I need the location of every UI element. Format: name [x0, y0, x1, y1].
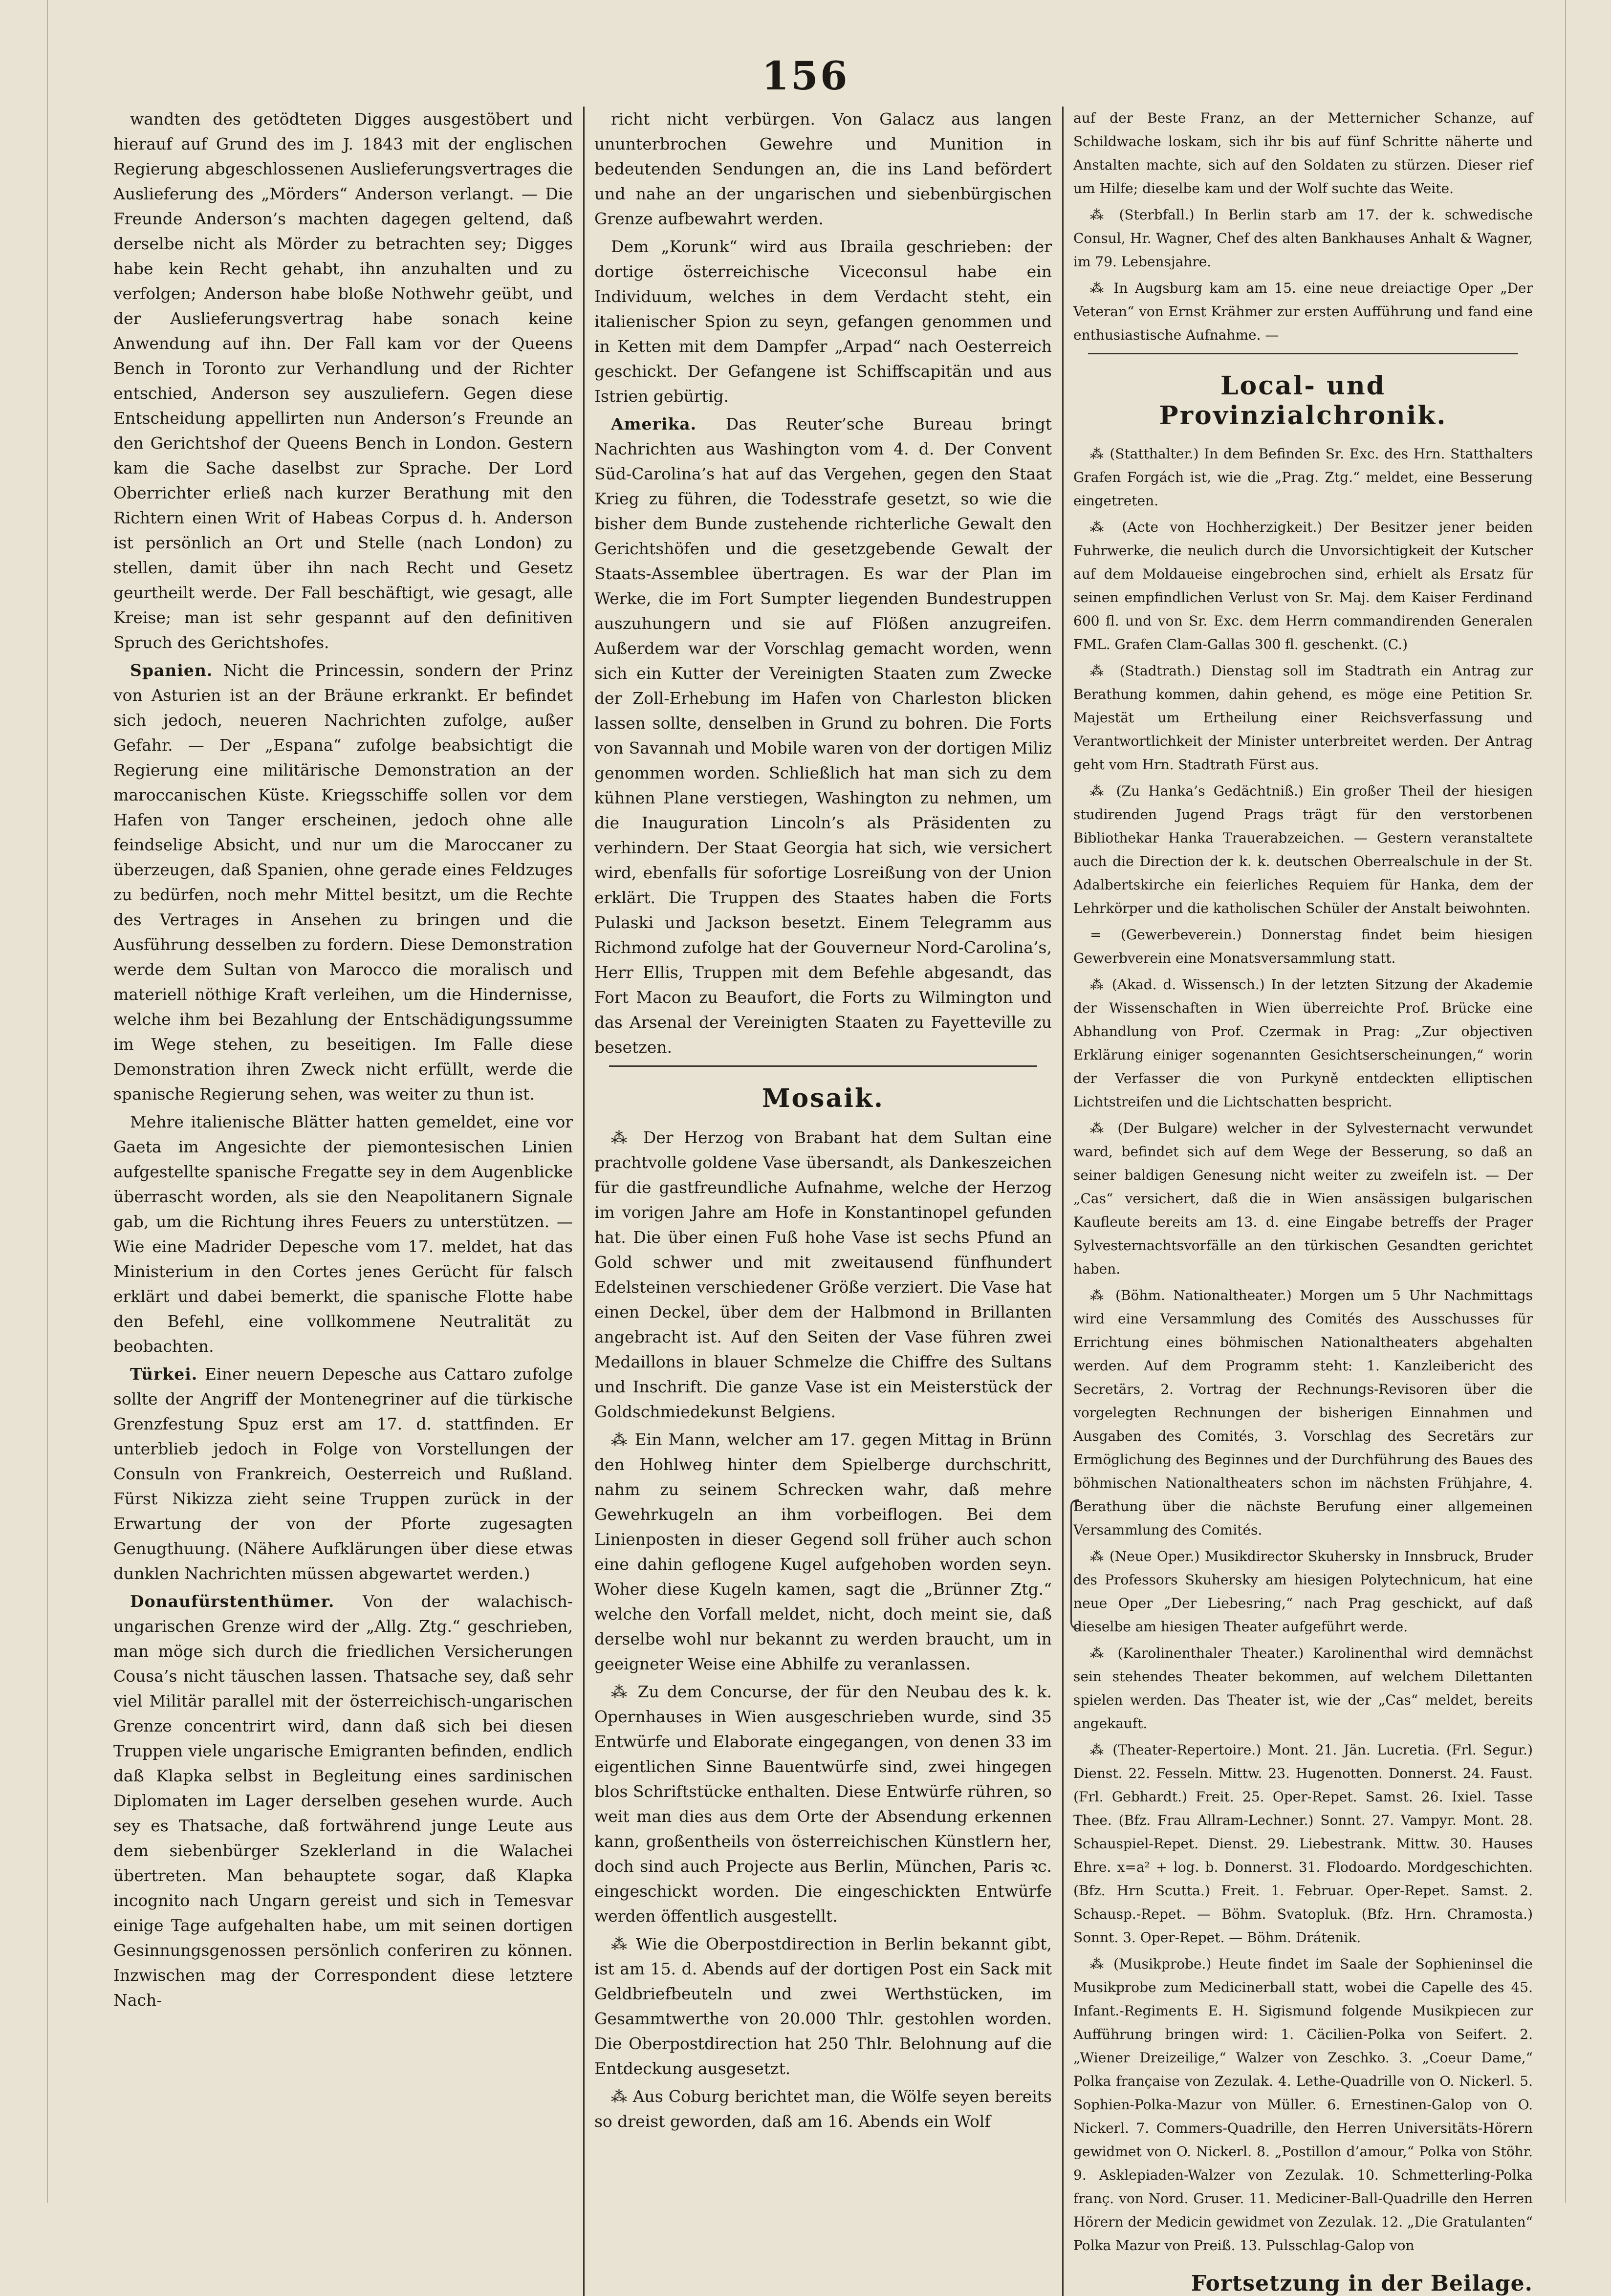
- paragraph-heading: Amerika.: [611, 414, 697, 433]
- section-rule: [609, 1065, 1037, 1067]
- paragraph: [1073, 1642, 1533, 1735]
- handwritten-bracket-mark: [1070, 1499, 1079, 1629]
- paragraph-text: richt nicht verbürgen. Von Galacz aus langen ununterbrochen Gewehre und Munition in bedeutenden Sendungen an, die ins Land befördert und nahe an der ungarischen und siebenbürgischen Grenze aufbewahrt werden.: [594, 109, 1052, 228]
- paragraph: [1073, 923, 1533, 970]
- paragraph: [594, 107, 1052, 231]
- paragraph-text: ⁂ Wie die Oberpostdirection in Berlin bekannt gibt, ist am 15. d. Abends auf der dortigen Post ein Sack mit Geldbriefbeuteln und zwei Werthstücken, im Gesammtwerthe von 20.000 Thlr. gestohlen worden. Die Oberpostdirection hat 250 Thlr. Belohnung auf die Entdeckung ausgesetzt.: [594, 1934, 1052, 2078]
- page-left-edge: [47, 0, 48, 2203]
- paragraph: [1073, 442, 1533, 513]
- paragraph-text: Einer neuern Depesche aus Cattaro zufolge sollte der Angriff der Montenegriner auf die türkische Grenzfestung Spuz erst am 17. d. stattfinden. Er unterblieb jedoch in Folge von Vorstellungen der Consuln von Frankreich, Oesterreich und Rußland. Fürst Nikizza zieht seine Truppen zurück in der Erwartung der von der Pforte zugesagten Genugthuung. (Nähere Aufklärungen über diese etwas dunklen Nachrichten müssen abgewartet werden.): [113, 1365, 573, 1583]
- paragraph: [1073, 1284, 1533, 1542]
- paragraph-text: ⁂ (Musikprobe.) Heute findet im Saale der Sophieninsel die Musikprobe zum Medicinerball statt, wobei die Capelle des 45. Infant.-Regiments E. H. Sigismund folgende Musikpiecen zur Aufführung bringen wird: 1. Cäcilien-Polka von Seifert. 2. „Wiener Dreizeilige,“ Walzer von Zeschko. 3. „Coeur Dame,“ Polka française von Zezulak. 4. Lethe-Quadrille von O. Nickerl. 5. Sophien-Polka-Mazur von Müller. 6. Ernestinen-Galop von O. Nickerl. 7. Commers-Quadrille, den Herren Universitäts-Hörern gewidmet von O. Nickerl. 8. „Postillon d’amour,“ Polka von Stöhr. 9. Asklepiaden-Walzer von Zezulak. 10. Schmetterling-Polka franç. von Nord. Gruser. 11. Mediciner-Ball-Quadrille den Herren Hörern der Medicin gewidmet von Zezulak. 12. „Die Gratulanten“ Polka Mazur von Preiß. 13. Pulsschlag-Galop von: [1073, 1956, 1533, 2253]
- paragraph: [1073, 203, 1533, 274]
- paragraph-text: wandten des getödteten Digges ausgestöbert und hierauf auf Grund des im J. 1843 mit der englischen Regierung abgeschlossenen Auslieferungsvertrages die Auslieferung des „Mörders“ Anderson verlangt. — Die Freunde Anderson’s machten dagegen geltend, daß derselbe nicht als Mörder zu betrachten sey; Digges habe kein Recht gehabt, ihn anzuhalten und zu verfolgen; Anderson habe bloße Nothwehr geübt, und der Auslieferungsvertrag habe sonach keine Anwendung auf ihn. Der Fall kam vor der Queens Bench in Toronto zur Verhandlung und der Richter entschied, Anderson sey auszuliefern. Gegen diese Entscheidung appellirten nun Anderson’s Freunde an den Gerichtshof der Queens Bench in London. Gestern kam die Sache daselbst zur Sprache. Der Lord Oberrichter erließ nach kurzer Berathung mit den Richtern einen Writ of Habeas Corpus d. h. Anderson ist persönlich an Ort und Stelle (nach London) zu stellen, damit über ihn nach Recht und Gesetz geurtheilt werde. Der Fall beschäftigt, wie gesagt, alle Kreise; man ist sehr gespannt auf den definitiven Spruch des Gerichtshofes.: [113, 109, 573, 652]
- paragraph-text: ⁂ (Acte von Hochherzigkeit.) Der Besitzer jener beiden Fuhrwerke, die neulich durch die Unvorsichtigkeit der Kutscher auf dem Moldaueise eingebrochen sind, erhielt als Ersatz für seinen empfindlichen Verlust von Sr. Maj. dem Kaiser Ferdinand 600 fl. und von Sr. Exc. dem Herrn commandirenden Generalen FML. Grafen Clam-Gallas 300 fl. geschenkt. (C.): [1073, 519, 1533, 652]
- paragraph-heading: Türkei.: [130, 1365, 198, 1384]
- paragraph-text: ⁂ (Böhm. Nationaltheater.) Morgen um 5 Uhr Nachmittags wird eine Versammlung des Comités des Ausschusses für Errichtung eines böhmischen Nationaltheaters abgehalten werden. Auf dem Programm steht: 1. Kanzleibericht des Secretärs, 2. Vortrag der Rechnungs-Revisoren über die vorgelegten Rechnungen der bisherigen Einnahmen und Ausgaben des Comités, 3. Vorschlag des Secretärs zur Ermöglichung des Beginnes und der Durchführung des Baues des böhmischen Nationaltheaters schon im nächsten Frühjahre, 4. Berathung über die nächste Berufung einer allgemeinen Versammlung des Comités.: [1073, 1287, 1533, 1538]
- column-right: [1065, 107, 1542, 2296]
- paragraph: [113, 658, 573, 1106]
- paragraph: [113, 1362, 573, 1586]
- paragraph: [594, 234, 1052, 409]
- paragraph-text: ⁂ (Sterbfall.) In Berlin starb am 17. der k. schwedische Consul, Hr. Wagner, Chef des alten Bankhauses Anhalt & Wagner, im 79. Lebensjahre.: [1073, 207, 1533, 270]
- paragraph-text: ⁂ (Theater-Repertoire.) Mont. 21. Jän. Lucretia. (Frl. Segur.) Dienst. 22. Fesseln. Mittw. 23. Hugenotten. Donnerst. 24. Faust. (Frl. Gebhardt.) Freit. 25. Oper-Repet. Samst. 26. Ixiel. Tasse Thee. (Bfz. Frau Allram-Lechner.) Sonnt. 27. Vampyr. Mont. 28. Schauspiel-Repet. Dienst. 29. Liebestrank. Mittw. 30. Hauses Ehre. x=a² + log. b. Donnerst. 31. Flodoardo. Mordgeschichten. (Bfz. Hrn Scutta.) Freit. 1. Februar. Oper-Repet. Samst. 2. Schausp.-Repet. — Böhm. Svatopluk. (Bfz. Hrn. Chramosta.) Sonnt. 3. Oper-Repet. — Böhm. Drátenik.: [1073, 1742, 1533, 1946]
- paragraph: [594, 1125, 1052, 1424]
- paragraph-heading: Spanien.: [130, 661, 213, 680]
- paragraph-text: Dem „Korunk“ wird aus Ibraila geschrieben: der dortige österreichische Viceconsul habe ein Individuum, welches in dem Verdacht steht, ein italienischer Spion zu seyn, gefangen genommen und in Ketten mit dem Dampfer „Arpad“ nach Oesterreich geschickt. Der Gefangene ist Schiffscapitän und aus Istrien gebürtig.: [594, 237, 1052, 406]
- section-rule: [1088, 353, 1518, 354]
- paragraph-text: auf der Beste Franz, an der Metternicher Schanze, auf Schildwache loskam, sich ihr bis auf fünf Schritte näherte und Anstalten machte, sich auf den Soldaten zu stürzen. Dieser rief um Hilfe; dieselbe kam und der Wolf suchte das Weite.: [1073, 110, 1533, 196]
- paragraph: [594, 1679, 1052, 1928]
- article-columns: [105, 107, 1542, 2296]
- paragraph-text: Von der walachisch-ungarischen Grenze wird der „Allg. Ztg.“ geschrieben, man möge sich durch die friedlichen Versicherungen Cousa’s nicht täuschen lassen. Thatsache sey, daß sehr viel Militär parallel mit der österreichisch-ungarischen Grenze concentrirt wird, dann daß sich bei diesen Truppen viele ungarische Emigranten befinden, endlich daß Klapka selbst in Begleitung eines sardinischen Diplomaten im Lager derselben gesehen wurde. Auch sey es Thatsache, daß fortwährend junge Leute aus dem siebenbürger Szeklerland in die Walachei übertreten. Man behauptete sogar, daß Klapka incognito nach Ungarn gereist und sich in Temesvar einige Tage aufgehalten habe, um mit seinen dortigen Gesinnungsgenossen persönlich conferiren zu können. Inzwischen mag der Correspondent diese letztere Nach-: [113, 1592, 573, 2010]
- paragraph: [1073, 1545, 1533, 1639]
- paragraph-text: ⁂ (Stadtrath.) Dienstag soll im Stadtrath ein Antrag zur Berathung kommen, dahin gehend, es möge eine Petition Sr. Majestät um Ertheilung einer Reichsverfassung und Verantwortlichkeit der Minister unterbreitet werden. Der Antrag geht vom Hrn. Stadtrath Fürst aus.: [1073, 663, 1533, 773]
- paragraph: [1073, 1738, 1533, 1949]
- column-left: [105, 107, 582, 2296]
- paragraph-text: ⁂ (Karolinenthaler Theater.) Karolinenthal wird demnächst sein stehendes Theater bekommen, auf welchem Dilettanten spielen werden. Das Theater ist, wie der „Cas“ meldet, bereits angekauft.: [1073, 1645, 1533, 1732]
- paragraph-text: Nicht die Princessin, sondern der Prinz von Asturien ist an der Bräune erkrankt. Er befindet sich jedoch, neueren Nachrichten zufolge, außer Gefahr. — Der „Espana“ zufolge beabsichtigt die Regierung eine militärische Demonstration an der maroccanischen Küste. Kriegsschiffe sollen vor dem Hafen von Tanger erscheinen, jedoch ohne alle feindselige Absicht, und nur um die Maroccaner zu überzeugen, daß Spanien, ohne gerade eines Feldzuges zu bedürfen, noch mehr Mittel besitzt, um die Rechte des Vertrages in Ansehen zu bringen und die Ausführung desselben zu fordern. Diese Demonstration werde dem Sultan von Marocco die moralisch und materiell nöthige Kraft verleihen, um die Hindernisse, welche ihm bei Bezahlung der Entschädigungssumme im Wege stehen, zu beseitigen. Im Falle diese Demonstration ihren Zweck nicht erfüllt, werde die spanische Regierung sehen, was weiter zu thun ist.: [113, 661, 573, 1104]
- paragraph: [1073, 516, 1533, 656]
- paragraph-text: = (Gewerbeverein.) Donnerstag findet beim hiesigen Gewerbverein eine Monatsversammlung statt.: [1073, 927, 1533, 966]
- paragraph-text: ⁂ Der Herzog von Brabant hat dem Sultan eine prachtvolle goldene Vase übersandt, als Dankeszeichen für die gastfreundliche Aufnahme, welche der Herzog im vorigen Jahre am Hofe in Konstantinopel gefunden hat. Die über einen Fuß hohe Vase ist sechs Pfund an Gold schwer und mit zweitausend fünfhundert Edelsteinen verschiedener Größe verziert. Die Vase hat einen Deckel, über dem der Halbmond in Brillanten angebracht ist. Auf den Seiten der Vase führen zwei Medaillons in blauer Schmelze die Chiffre des Sultans und Inschrift. Die ganze Vase ist ein Meisterstück der Goldschmiedekunst Belgiens.: [594, 1128, 1052, 1421]
- paragraph-text: ⁂ (Akad. d. Wissensch.) In der letzten Sitzung der Akademie der Wissenschaften in Wien überreichte Prof. Brücke eine Abhandlung von Prof. Czermak in Prag: „Zur objectiven Erklärung einiger sogenannten Gesichtserscheinungen,“ worin der Verfasser die von Purkyně entdeckten elliptischen Lichtstreifen und die Lichtschatten bespricht.: [1073, 976, 1533, 1110]
- paragraph-text: ⁂ Aus Coburg berichtet man, die Wölfe seyen bereits so dreist geworden, daß am 16. Abends ein Wolf: [594, 2087, 1052, 2131]
- paragraph: [594, 1427, 1052, 1676]
- paragraph-text: ⁂ (Zu Hanka’s Gedächtniß.) Ein großer Theil der hiesigen studirenden Jugend Prags trägt für den verstorbenen Bibliothekar Hanka Trauerabzeichen. — Gestern veranstaltete auch die Direction der k. k. deutschen Oberrealschule in der St. Adalbertskirche ein feierliches Requiem für Hanka, dem der Lehrkörper und die katholischen Schüler der Anstalt beiwohnten.: [1073, 783, 1533, 916]
- paragraph: [113, 1589, 573, 2013]
- paragraph: [594, 412, 1052, 1060]
- continued-notice: Fortsetzung in der Beilage.: [1191, 2271, 1533, 2296]
- page-number: 156: [762, 53, 849, 99]
- paragraph: [1073, 277, 1533, 347]
- paragraph: [1073, 1952, 1533, 2257]
- paragraph: [113, 107, 573, 655]
- paragraph: [113, 1109, 573, 1359]
- paragraph-text: ⁂ Ein Mann, welcher am 17. gegen Mittag in Brünn den Hohlweg hinter dem Spielberge durchschritt, nahm zu seinem Schrecken wahr, daß mehre Gewehrkugeln an ihm vorbeiflogen. Bei dem Linienposten in dieser Gegend soll früher auch schon eine dahin geflogene Kugel aufgehoben worden seyn. Woher diese Kugeln kamen, sagt die „Brünner Ztg.“ welche den Vorfall meldet, nicht, doch meint sie, daß derselbe wohl nur bekannt zu werden braucht, um in geeigneter Weise eine Abhilfe zu veranlassen.: [594, 1430, 1052, 1673]
- section-title: Mosaik.: [762, 1083, 885, 1113]
- paragraph: [594, 2084, 1052, 2134]
- section-title: Local- und Provinzialchronik.: [1159, 371, 1447, 431]
- paragraph: [594, 1931, 1052, 2081]
- paragraph: [1073, 659, 1533, 777]
- paragraph-text: ⁂ (Neue Oper.) Musikdirector Skuhersky in Innsbruck, Bruder des Professors Skuhersky am hiesigen Polytechnicum, hat eine neue Oper „Der Liebesring,“ nach Prag geschickt, auf daß dieselbe am hiesigen Theater aufgeführt werde.: [1073, 1548, 1533, 1635]
- paragraph-text: Das Reuter’sche Bureau bringt Nachrichten aus Washington vom 4. d. Der Convent Süd-Carolina’s hat auf das Vergehen, gegen den Staat Krieg zu führen, die Todesstrafe gesetzt, so wie die bisher dem Bunde zustehende richterliche Gewalt den Gerichtshöfen und die gesetzgebende Gewalt der Staats-Assemblee übertragen. Es war der Plan im Werke, die im Fort Sumpter liegenden Bundestruppen auszuhungern und sie auf Flößen anzugreifen. Außerdem war der Vorschlag gemacht worden, wenn sich ein Kutter der Vereinigten Staaten zum Zwecke der Zoll-Erhebung im Hafen von Charleston blicken lassen sollte, denselben in Grund zu bohren. Die Forts von Savannah und Mobile waren von der dortigen Miliz genommen worden. Schließlich hat man sich zu dem kühnen Plane verstiegen, Washington zu nehmen, um die Inauguration Lincoln’s als Präsidenten zu verhindern. Der Staat Georgia hat sich, wie versichert wird, ebenfalls für sofortige Losreißung von der Union erklärt. Die Truppen des Staates haben die Forts Pulaski und Jackson besetzt. Einem Telegramm aus Richmond zufolge hat der Gouverneur Nord-Carolina’s, Herr Ellis, Truppen mit dem Befehle abgesandt, das Fort Macon zu Beaufort, die Forts zu Wilmington und das Arsenal der Vereinigten Staaten zu Fayetteville zu besetzen.: [594, 414, 1052, 1057]
- paragraph-text: ⁂ (Statthalter.) In dem Befinden Sr. Exc. des Hrn. Statthalters Grafen Forgách ist, wie die „Prag. Ztg.“ meldet, eine Besserung eingetreten.: [1073, 446, 1533, 509]
- paragraph: [1073, 780, 1533, 920]
- paragraph-text: Mehre italienische Blätter hatten gemeldet, eine vor Gaeta im Angesichte der piemontesischen Linien aufgestellte spanische Fregatte sey in dem Augenblicke überrascht worden, als sie den Neapolitanern Signale gab, um die Richtung ihres Feuers zu unterstützen. — Wie eine Madrider Depesche vom 17. meldet, hat das Ministerium in den Cortes jenes Gerücht für falsch erklärt und dabei bemerkt, die spanische Flotte habe den Befehl, eine vollkommene Neutralität zu beobachten.: [113, 1112, 573, 1356]
- paragraph: [1073, 1117, 1533, 1281]
- page-right-edge: [1565, 0, 1566, 2203]
- column-middle: [586, 107, 1061, 2296]
- paragraph-text: ⁂ (Der Bulgare) welcher in der Sylvesternacht verwundet ward, befindet sich auf dem Wege der Besserung, so daß an seiner baldigen Genesung nicht weiter zu zweifeln ist. — Der „Cas“ versichert, daß die in Wien ansässigen bulgarischen Kaufleute bereits am 13. d. eine Eingabe betreffs der Prager Sylvesternachtsvorfälle an den türkischen Gesandten gerichtet haben.: [1073, 1120, 1533, 1277]
- paragraph-heading: Donaufürstenthümer.: [130, 1592, 335, 1611]
- paragraph-text: ⁂ Zu dem Concurse, der für den Neubau des k. k. Opernhauses in Wien ausgeschrieben wurde, sind 35 Entwürfe und Elaborate eingegangen, von denen 33 im eigentlichen Sinne Bauentwürfe sind, zwei hingegen blos Schriftstücke enthalten. Diese Entwürfe rühren, so weit man dies aus dem Orte der Absendung erkennen kann, großentheils von österreichischen Künstlern her, doch sind auch Projecte aus Berlin, München, Paris ꝛc. eingeschickt worden. Die eingeschickten Entwürfe werden öffentlich ausgestellt.: [594, 1682, 1052, 1926]
- paragraph-text: ⁂ In Augsburg kam am 15. eine neue dreiactige Oper „Der Veteran“ von Ernst Krähmer zur ersten Aufführung und fand eine enthusiastische Aufnahme. —: [1073, 280, 1533, 343]
- paragraph: [1073, 973, 1533, 1114]
- paragraph: [1073, 107, 1533, 200]
